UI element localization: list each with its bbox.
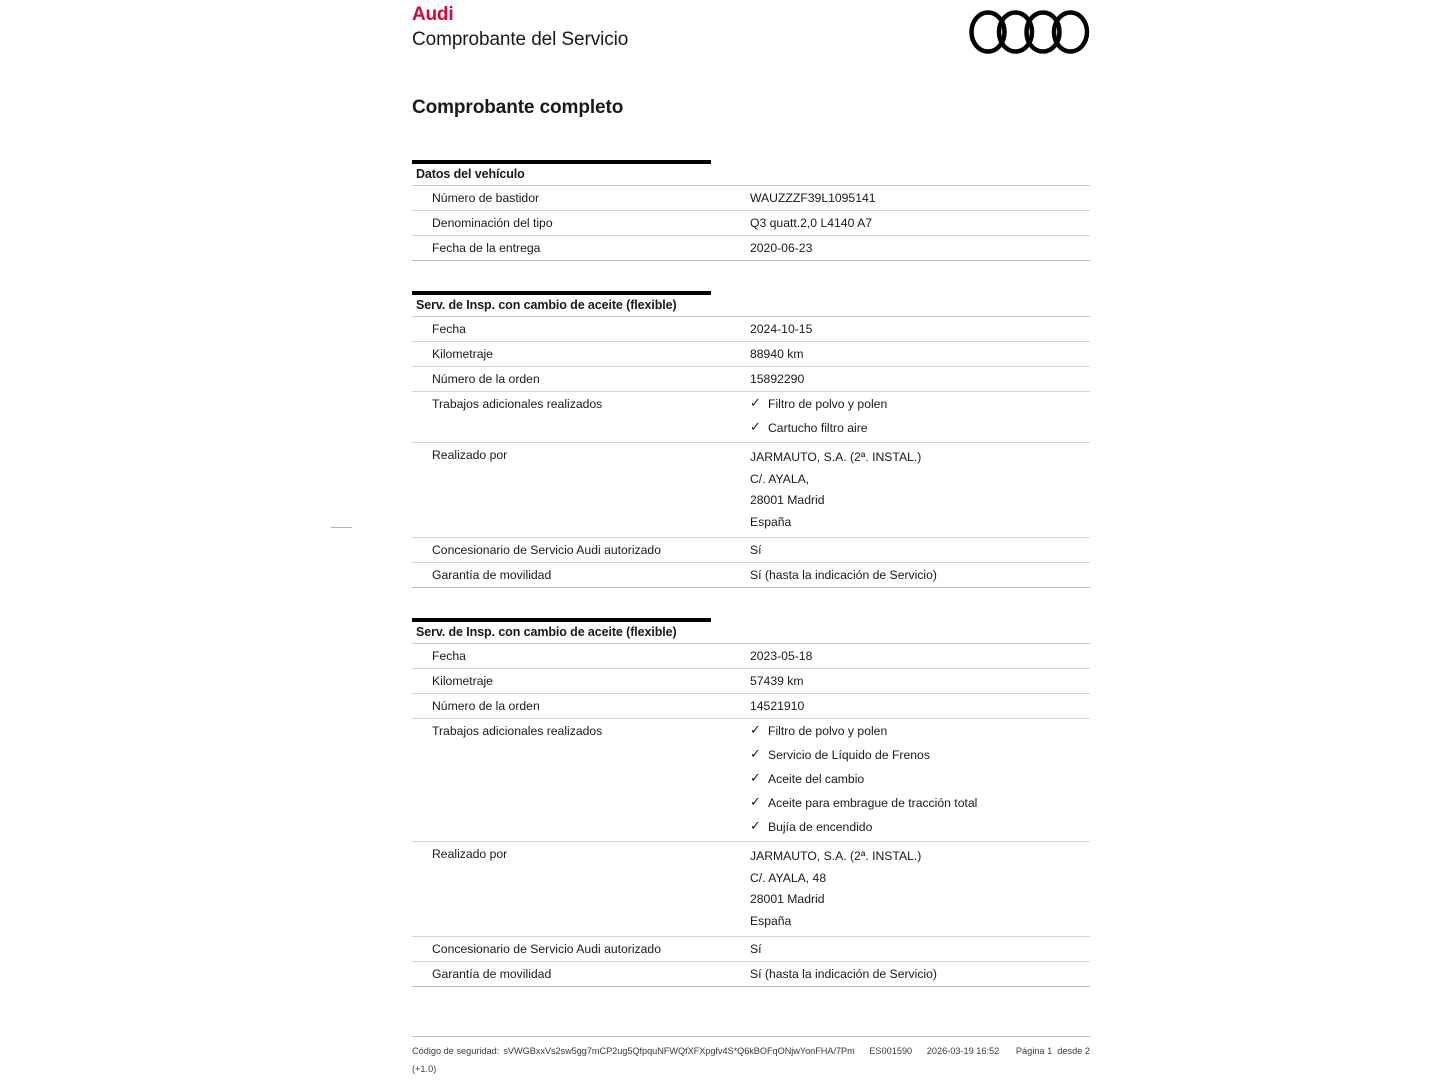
- performer-street: C/. AYALA,: [750, 471, 810, 486]
- additional-works-list: [750, 723, 1090, 835]
- row-label: Trabajos adicionales realizados: [412, 392, 746, 443]
- row-label: Kilometraje: [412, 669, 746, 694]
- reference-number: ES001590: [869, 1046, 913, 1056]
- row-label: Garantía de movilidad: [412, 563, 746, 588]
- row-value: 88940 km: [746, 342, 1090, 367]
- row-label: Denominación del tipo: [412, 211, 746, 236]
- row-label: Fecha de la entrega: [412, 236, 746, 261]
- table-row: [412, 962, 1090, 987]
- table-row: [412, 186, 1090, 211]
- check-icon: ✓: [750, 722, 761, 737]
- list-item-label: Aceite para embrague de tracción total: [768, 796, 978, 810]
- row-label: Número de bastidor: [412, 186, 746, 211]
- list-item-label: Cartucho filtro aire: [768, 421, 868, 435]
- security-code-label: Código de seguridad:: [412, 1046, 500, 1056]
- row-label: Garantía de movilidad: [412, 962, 746, 987]
- performer-name: JARMAUTO, S.A. (2ª. INSTAL.): [750, 849, 922, 863]
- list-item: [750, 723, 1090, 739]
- row-label: Concesionario de Servicio Audi autorizado: [412, 937, 746, 962]
- row-value: Q3 quatt.2,0 L4140 A7: [746, 211, 1090, 236]
- service-table: [412, 317, 1090, 588]
- table-row-additional-works: [412, 392, 1090, 443]
- row-value: WAUZZZF39L1095141: [746, 186, 1090, 211]
- list-item-label: Filtro de polvo y polen: [768, 724, 888, 738]
- row-value: [746, 842, 1090, 937]
- row-value: Sí (hasta la indicación de Servicio): [746, 563, 1090, 588]
- section-service-2: [412, 618, 1090, 987]
- page-indicator: Página 1 desde 2: [1015, 1046, 1090, 1056]
- check-icon: ✓: [750, 794, 761, 809]
- row-value: [746, 392, 1090, 443]
- table-row: [412, 563, 1090, 588]
- row-value: Sí (hasta la indicación de Servicio): [746, 962, 1090, 987]
- row-value: Sí: [746, 538, 1090, 563]
- table-row: [412, 342, 1090, 367]
- row-label: Realizado por: [412, 842, 746, 937]
- performer-country: España: [750, 913, 792, 928]
- document-header: [412, 4, 1090, 60]
- performer-street: C/. AYALA, 48: [750, 870, 827, 885]
- row-value: 2023-05-18: [746, 644, 1090, 669]
- row-label: Trabajos adicionales realizados: [412, 719, 746, 842]
- table-row: [412, 317, 1090, 342]
- margin-fold-mark: [331, 527, 352, 528]
- list-item: [750, 420, 1090, 436]
- table-row: [412, 211, 1090, 236]
- row-value: 57439 km: [746, 669, 1090, 694]
- additional-works-list: [750, 396, 1090, 436]
- security-code-value: sVWGBxxVs2sw5gg7mCP2ug5QfpquNFWQfXFXpgfv4S*Q6kBOFqONjwYonFHA/7Pm: [503, 1046, 855, 1056]
- vehicle-data-table: [412, 186, 1090, 261]
- row-value: 2024-10-15: [746, 317, 1090, 342]
- table-row: [412, 367, 1090, 392]
- section-heading: Serv. de Insp. con cambio de aceite (flexible): [412, 295, 1090, 317]
- row-label: Fecha: [412, 644, 746, 669]
- check-icon: ✓: [750, 770, 761, 785]
- row-value: [746, 443, 1090, 538]
- footer-rule: [412, 1036, 1090, 1037]
- row-label: Kilometraje: [412, 342, 746, 367]
- list-item: [750, 396, 1090, 412]
- table-row-performed-by: [412, 443, 1090, 538]
- row-label: Concesionario de Servicio Audi autorizado: [412, 538, 746, 563]
- list-item: [750, 819, 1090, 835]
- list-item-label: Aceite del cambio: [768, 772, 865, 786]
- list-item-label: Bujía de encendido: [768, 820, 873, 834]
- page-title: Comprobante completo: [412, 97, 624, 118]
- table-row: [412, 538, 1090, 563]
- service-table: [412, 644, 1090, 987]
- footer-main-row: [412, 1044, 1090, 1058]
- performer-name: JARMAUTO, S.A. (2ª. INSTAL.): [750, 450, 922, 464]
- check-icon: ✓: [750, 746, 761, 761]
- table-row: [412, 937, 1090, 962]
- list-item-label: Servicio de Líquido de Frenos: [768, 748, 930, 762]
- generated-timestamp: 2026-03-19 16:52: [926, 1046, 1000, 1056]
- list-item: [750, 747, 1090, 763]
- performer-city: 28001 Madrid: [750, 892, 825, 906]
- document-body: [412, 160, 1090, 997]
- table-row-performed-by: [412, 842, 1090, 937]
- section-vehicle-data: [412, 160, 1090, 261]
- row-value: 2020-06-23: [746, 236, 1090, 261]
- section-service-1: [412, 291, 1090, 588]
- audi-rings-icon: [969, 10, 1090, 54]
- audi-wordmark: Audi: [412, 4, 454, 25]
- version-label: (+1.0): [412, 1064, 437, 1074]
- row-label: Fecha: [412, 317, 746, 342]
- check-icon: ✓: [750, 419, 761, 434]
- row-value: 15892290: [746, 367, 1090, 392]
- table-row: [412, 694, 1090, 719]
- security-code-block: [412, 1044, 855, 1058]
- list-item: [750, 771, 1090, 787]
- performer-city: 28001 Madrid: [750, 493, 825, 507]
- row-label: Número de la orden: [412, 694, 746, 719]
- row-value: [746, 719, 1090, 842]
- check-icon: ✓: [750, 395, 761, 410]
- list-item: [750, 795, 1090, 811]
- table-row: [412, 644, 1090, 669]
- row-label: Realizado por: [412, 443, 746, 538]
- row-value: 14521910: [746, 694, 1090, 719]
- list-item-label: Filtro de polvo y polen: [768, 397, 888, 411]
- document-footer: [412, 1036, 1090, 1074]
- section-heading: Serv. de Insp. con cambio de aceite (flexible): [412, 622, 1090, 644]
- table-row: [412, 669, 1090, 694]
- check-icon: ✓: [750, 818, 761, 833]
- performer-country: España: [750, 514, 792, 529]
- table-row-additional-works: [412, 719, 1090, 842]
- row-label: Número de la orden: [412, 367, 746, 392]
- section-heading: Datos del vehículo: [412, 164, 1090, 186]
- row-value: Sí: [746, 937, 1090, 962]
- table-row: [412, 236, 1090, 261]
- document-kind-subtitle: Comprobante del Servicio: [412, 29, 629, 50]
